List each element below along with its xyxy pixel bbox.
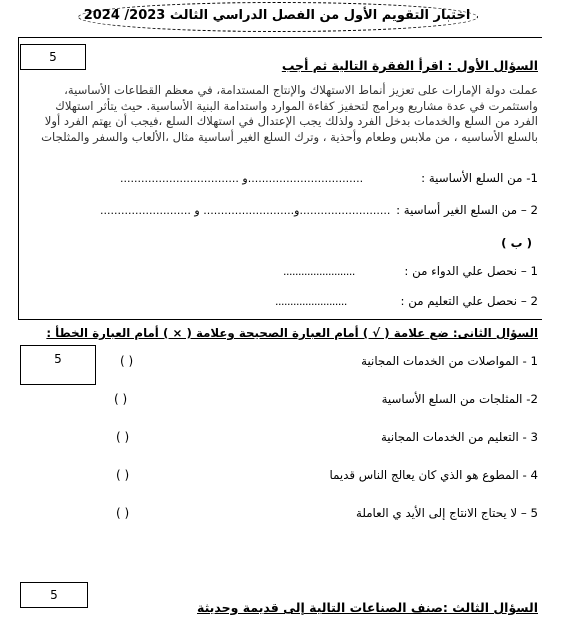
q3-score: 5 [50,588,58,602]
q2-title: السؤال الثانى: ضع علامة ( √ ) أمام العبارة الصحيحة وعلامة ( × ) أمام العبارة الخطأ : [46,326,538,340]
q1-score: 5 [49,50,57,64]
q1-b1-label: 1 – نحصل علي الدواء من : [404,264,538,278]
paragraph-line: بالسلع الأساسيه ، من ملابس وطعام وأحذية ، وترك السلع الغير أساسية مثال ،الألعاب والسفر والمثلجات [41,129,538,144]
q1-b1-answer-line[interactable]: ........................ [283,265,355,278]
paragraph-line: الفرد من السلع والخدمات بدخل الفرد ولذلك يجب الإعتدال في استهلاك السلع ،فيجب أن يهتم الفرد أولا [44,114,538,128]
q1-b2-label: 2 – نحصل علي التعليم من : [400,294,538,308]
section-divider-middle [18,319,542,320]
section-border-left [18,37,19,320]
paragraph-line: واستثمرت في عدة مشاريع وبرامج لتحفيز كفاءة الموارد واستدامة البنية الأساسية. حيث يتأثر استهلاك [55,98,538,113]
q1-item1-label: 1- من السلع الأساسية : [421,171,538,185]
q2-statement-1: 1 - المواصلات من الخدمات المجانية [361,354,538,368]
paragraph-line: عملت دولة الإمارات على تعزيز أنماط الاستهلاك والإنتاج المستدامة، في معظم القطاعات الأساسية، [64,83,538,97]
q3-title: السؤال الثالث :صنف الصناعات التالية إلى قديمة وحديثة [197,600,538,615]
q1-item2-answer-line[interactable]: .......................... و.......................... و.......................... [100,204,391,217]
q2-statement-2: 2- المثلجات من السلع الأساسية [381,392,538,406]
q2-score: 5 [54,352,62,366]
q1-score-box [20,44,86,70]
q2-answer-3[interactable]: ( ) [116,430,130,444]
q2-statement-3: 3 - التعليم من الخدمات المجانية [380,430,538,444]
q2-answer-5[interactable]: ( ) [116,506,130,520]
q2-answer-1[interactable]: ( ) [120,354,134,368]
q2-statement-4: 4 - المطوع هو الذي كان يعالج الناس قديما [329,468,538,482]
q1-title: السؤال الأول : اقرأ الفقرة التالية ثم أجب [281,58,538,73]
exam-title: اختبار التقويم الأول من الفصل الدراسي الثالث 2023/ 2024 [83,8,471,23]
q3-score-box [20,582,88,608]
q2-statement-5: 5 – لا يحتاج الانتاج إلى الأيد ي العاملة [356,506,538,520]
q1-item1-answer-line[interactable]: .................................. و................................. [120,172,364,185]
q1-b2-answer-line[interactable]: ........................ [275,295,347,308]
q1-part-b-label: ( ب ) [501,236,532,250]
section-divider-top [18,37,542,38]
q1-item2-label: 2 – من السلع الغير أساسية : [396,203,538,217]
q2-answer-4[interactable]: ( ) [116,468,130,482]
q2-answer-2[interactable]: ( ) [114,392,128,406]
q2-score-box [20,345,96,385]
q1-paragraph [33,83,538,145]
